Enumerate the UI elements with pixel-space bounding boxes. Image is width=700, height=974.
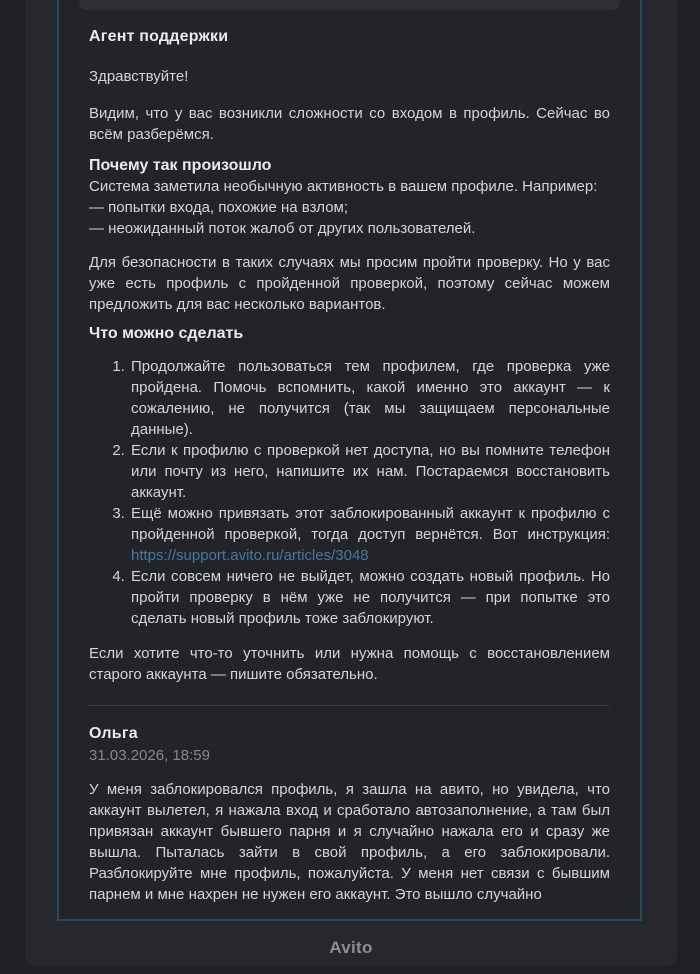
- user-message-body: У меня заблокировался профиль, я зашла на авито, но увидела, что аккаунт вылетел, я нажала вход и сработало автозаполнение, а там был привязан аккаунт бывшего парня и я случайно нажала его и сразу же вышла. Пыталась зайти в свой профиль, а его заблокировали. Разблокируйте мне профиль, пожалуйста. У меня нет связи с бывшим парнем и мне нахрен не нужен его аккаунт. Это вышло случайно: [89, 781, 610, 903]
- message-timestamp: 31.03.2026, 18:59: [89, 747, 210, 764]
- options-list: [89, 356, 610, 629]
- agent-greeting: Здравствуйте!: [89, 68, 189, 85]
- reason-intro: Система заметила необычную активность в вашем профиле. Например:: [89, 178, 598, 195]
- list-item: [129, 503, 610, 566]
- support-article-link[interactable]: https://support.avito.ru/articles/3048: [131, 547, 369, 564]
- email-footer: [25, 921, 677, 958]
- reason-bullet: — неожиданный поток жалоб от других пользователей.: [89, 220, 476, 237]
- agent-intro: Видим, что у вас возникли сложности со входом в профиль. Сейчас во всём разберёмся.: [89, 105, 610, 143]
- message-divider: [89, 705, 610, 706]
- check-paragraph: Для безопасности в таких случаях мы просим пройти проверку. Но у вас уже есть профиль с пройденной проверкой, поэтому сейчас можем предложить для вас несколько вариантов.: [89, 254, 610, 313]
- option-text: Если совсем ничего не выйдет, можно создать новый профиль. Но пройти проверку в нём уже не получится — при попытке это сделать новый профиль тоже заблокируют.: [131, 568, 610, 627]
- option-text: Ещё можно привязать этот заблокированный аккаунт к профилю с пройденной проверкой, тогда доступ вернётся. Вот инструкция:: [131, 505, 610, 543]
- list-item: [129, 440, 610, 503]
- agent-message: [89, 28, 610, 685]
- agent-author: Агент поддержки: [89, 28, 229, 45]
- brand-logo-text: Avito: [329, 938, 373, 957]
- list-item: [129, 566, 610, 629]
- user-message: [89, 725, 610, 905]
- previous-message-strip: [79, 0, 620, 10]
- option-text: Продолжайте пользоваться тем профилем, где проверка уже пройдена. Помочь вспомнить, какой именно это аккаунт — к сожалению, не получится (так мы защищаем персональные данные).: [131, 358, 610, 438]
- list-item: [129, 356, 610, 440]
- user-author: Ольга: [89, 725, 138, 742]
- reason-bullet: — попытки входа, похожие на взлом;: [89, 199, 349, 216]
- options-heading: Что можно сделать: [89, 325, 244, 342]
- email-wrapper: [25, 0, 677, 966]
- agent-closing: Если хотите что-то уточнить или нужна помощь с восстановлением старого аккаунта — пишите обязательно.: [89, 645, 610, 683]
- reason-heading: Почему так произошло: [89, 157, 272, 174]
- conversation-card: [57, 0, 642, 921]
- option-text: Если к профилю с проверкой нет доступа, но вы помните телефон или почту из него, напишите их нам. Постараемся восстановить аккаунт.: [131, 442, 610, 501]
